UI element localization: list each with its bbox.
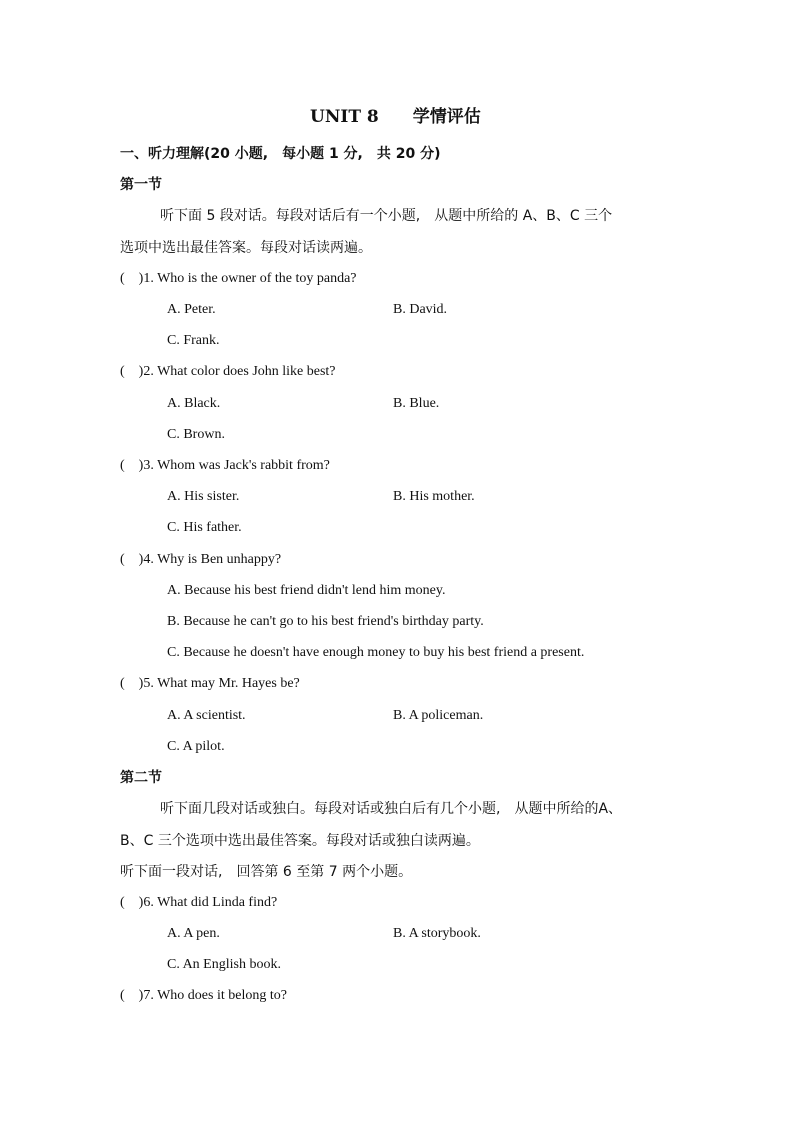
question-7: ( )7. Who does it belong to? — [120, 988, 287, 1003]
q1-option-b: B. David. — [393, 302, 448, 317]
q4-option-c: C. Because he doesn't have enough money to buy his best friend a present. — [167, 645, 585, 660]
question-5: ( )5. What may Mr. Hayes be? — [120, 676, 300, 691]
q2-option-b: B. Blue. — [393, 396, 440, 411]
page-title: UNIT 8 学情评估 — [310, 107, 481, 127]
q6-option-a: A. A pen. — [167, 926, 220, 941]
q5-option-b: B. A policeman. — [393, 708, 484, 723]
part1-instruction-line1: 听下面 5 段对话。每段对话后有一个小题, 从题中所给的 A、B、C 三个 — [160, 208, 613, 224]
question-3: ( )3. Whom was Jack's rabbit from? — [120, 458, 330, 473]
q4-option-a: A. Because his best friend didn't lend him money. — [167, 583, 446, 598]
part2-heading: 第二节 — [120, 770, 162, 786]
q1-option-a: A. Peter. — [167, 302, 216, 317]
q3-option-b: B. His mother. — [393, 489, 475, 504]
q4-option-b: B. Because he can't go to his best friend's birthday party. — [167, 614, 484, 629]
q5-option-a: A. A scientist. — [167, 708, 246, 723]
part2-instruction-line1: 听下面几段对话或独白。每段对话或独白后有几个小题, 从题中所给的A、 — [160, 801, 623, 817]
q6-option-b: B. A storybook. — [393, 926, 481, 941]
q1-option-c: C. Frank. — [167, 333, 220, 348]
question-4: ( )4. Why is Ben unhappy? — [120, 552, 282, 567]
q3-option-c: C. His father. — [167, 520, 242, 535]
question-6: ( )6. What did Linda find? — [120, 895, 278, 910]
part1-heading: 第一节 — [120, 177, 162, 193]
part2-sub-instruction: 听下面一段对话, 回答第 6 至第 7 两个小题。 — [120, 864, 413, 880]
q2-option-c: C. Brown. — [167, 427, 225, 442]
question-1: ( )1. Who is the owner of the toy panda? — [120, 271, 357, 286]
section-heading-listening: 一、听力理解(20 小题, 每小题 1 分, 共 20 分) — [120, 146, 441, 162]
q2-option-a: A. Black. — [167, 396, 221, 411]
q5-option-c: C. A pilot. — [167, 739, 225, 754]
question-2: ( )2. What color does John like best? — [120, 364, 336, 379]
q6-option-c: C. An English book. — [167, 957, 281, 972]
part1-instruction-line2: 选项中选出最佳答案。每段对话读两遍。 — [120, 240, 372, 256]
q3-option-a: A. His sister. — [167, 489, 240, 504]
part2-instruction-line2: B、C 三个选项中选出最佳答案。每段对话或独白读两遍。 — [120, 833, 480, 849]
